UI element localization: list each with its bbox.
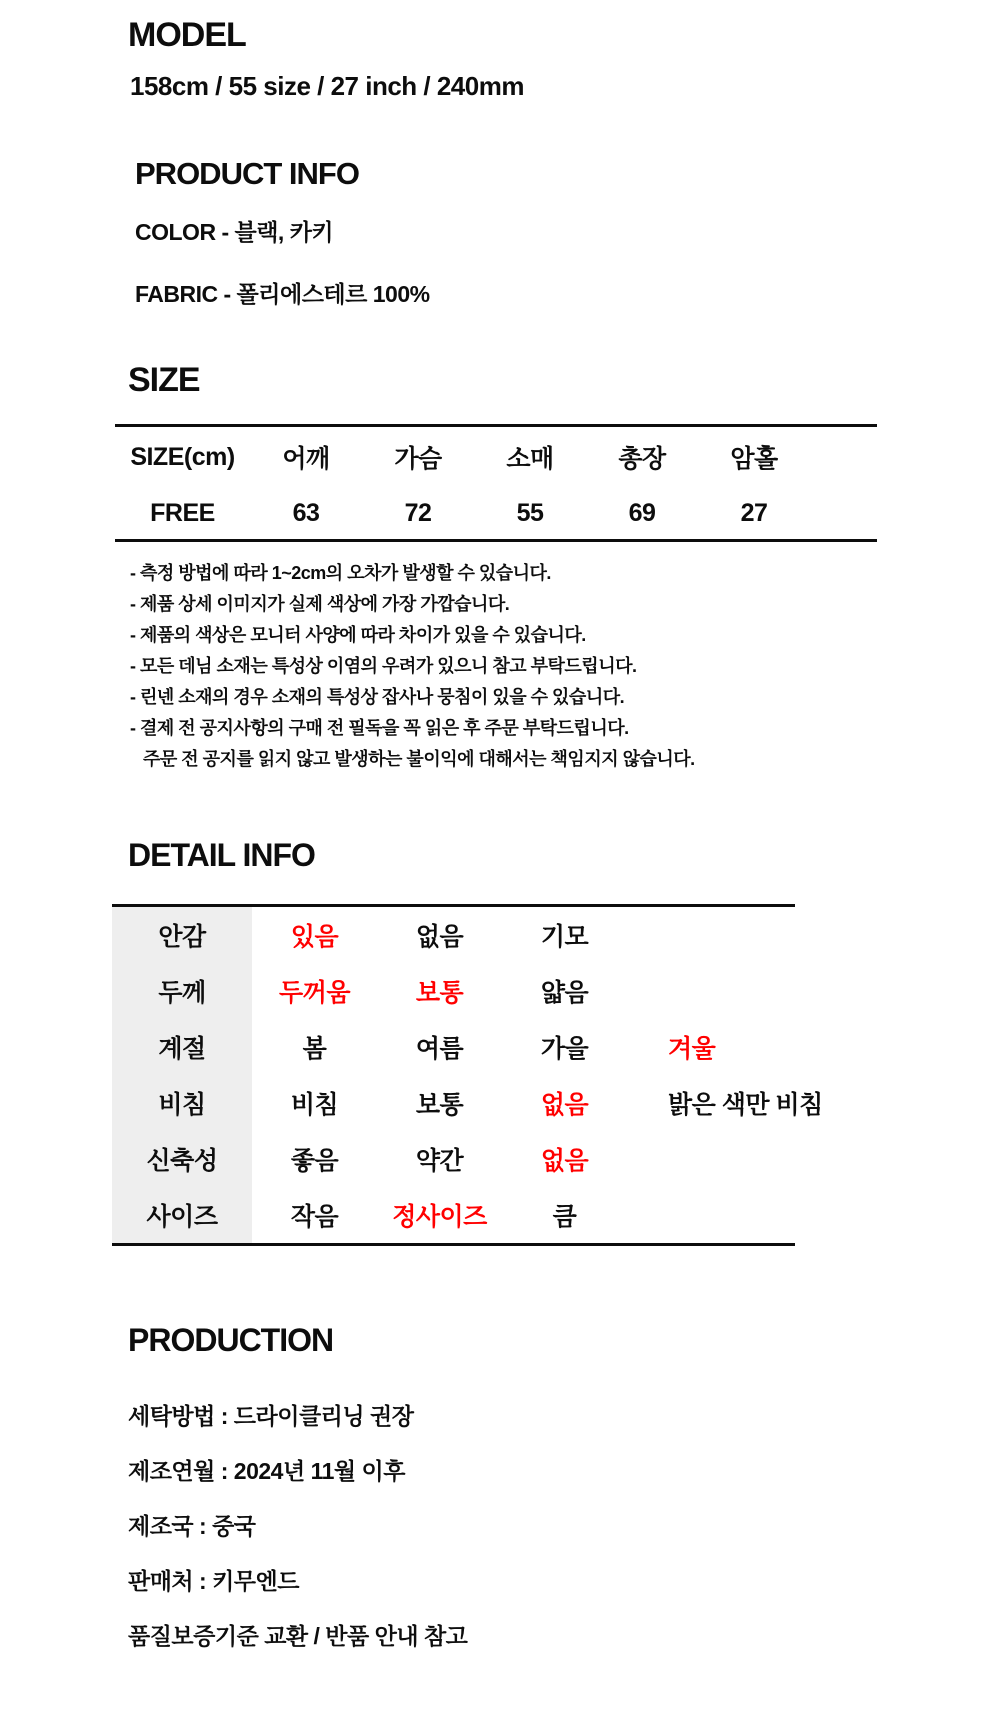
size-value: 72: [404, 498, 432, 527]
size-value: FREE: [150, 498, 215, 527]
size-table-header-row: [115, 427, 877, 487]
detail-option: 약간: [415, 1147, 464, 1175]
detail-row-label: 사이즈: [112, 1187, 252, 1243]
size-col-header: 어깨: [282, 445, 330, 473]
model-heading: MODEL: [128, 16, 246, 54]
detail-option: 정사이즈: [392, 1203, 487, 1231]
detail-option: [627, 907, 795, 963]
size-note: 주문 전 공지를 읽지 않고 발생하는 불이익에 대해서는 책임지지 않습니다.: [143, 749, 695, 769]
detail-option: 좋음: [290, 1147, 339, 1175]
size-col-header: 가슴: [394, 445, 442, 473]
detail-option: 큼: [552, 1203, 577, 1231]
production-line-wash: 세탁방법 : 드라이클리닝 권장: [128, 1403, 414, 1429]
detail-row-lining: [112, 907, 795, 963]
detail-option: 두꺼움: [279, 979, 350, 1007]
size-value: 69: [628, 498, 656, 527]
product-info-heading: PRODUCT INFO: [135, 156, 359, 191]
detail-row-label: 계절: [112, 1019, 252, 1075]
size-col-header: SIZE(cm): [130, 442, 235, 471]
detail-option: 밝은 색만 비침: [668, 1091, 823, 1119]
detail-option: [627, 963, 795, 1019]
product-color-line: COLOR - 블랙, 카키: [135, 219, 334, 245]
detail-option: 없음: [540, 1147, 589, 1175]
detail-option: 없음: [415, 923, 464, 951]
size-note: - 모든 데님 소재는 특성상 이염의 우려가 있으니 참고 부탁드립니다.: [130, 656, 637, 676]
detail-row-label: 두께: [112, 963, 252, 1019]
detail-option: [627, 1131, 795, 1187]
detail-row-label: 비침: [112, 1075, 252, 1131]
size-note: - 결제 전 공지사항의 구매 전 필독을 꼭 읽은 후 주문 부탁드립니다.: [130, 718, 629, 738]
detail-option: 가을: [540, 1035, 589, 1063]
detail-row-season: [112, 1019, 795, 1075]
detail-row-sheerness: [112, 1075, 823, 1131]
detail-row-label: 안감: [112, 907, 252, 963]
size-table-value-row: [115, 487, 877, 539]
detail-option: [627, 1187, 795, 1243]
size-col-header: 소매: [506, 445, 554, 473]
size-heading: SIZE: [128, 361, 200, 399]
detail-info-heading: DETAIL INFO: [128, 837, 315, 873]
detail-option: 보통: [415, 979, 464, 1007]
production-line-date: 제조연월 : 2024년 11월 이후: [128, 1458, 405, 1484]
detail-option: 봄: [302, 1035, 327, 1063]
production-line-warranty: 품질보증기준 교환 / 반품 안내 참고: [128, 1623, 468, 1649]
production-lines: [128, 1389, 1000, 1664]
detail-row-stretch: [112, 1131, 795, 1187]
detail-info-table: [112, 904, 823, 1246]
size-note: - 측정 방법에 따라 1~2cm의 오차가 발생할 수 있습니다.: [130, 563, 551, 583]
detail-option: 있음: [290, 923, 339, 951]
model-specs: 158cm / 55 size / 27 inch / 240mm: [130, 71, 524, 101]
detail-option: 작음: [290, 1203, 339, 1231]
size-col-header: 암홀: [730, 445, 778, 473]
size-value: 55: [516, 498, 544, 527]
size-col-header: 총장: [618, 445, 666, 473]
size-note: - 제품의 색상은 모니터 사양에 따라 차이가 있을 수 있습니다.: [130, 625, 586, 645]
detail-row-thickness: [112, 963, 795, 1019]
product-fabric-line: FABRIC - 폴리에스테르 100%: [135, 281, 430, 307]
production-heading: PRODUCTION: [128, 1322, 334, 1358]
size-value: 27: [740, 498, 768, 527]
detail-row-fit: [112, 1187, 795, 1243]
production-line-seller: 판매처 : 키무엔드: [128, 1568, 299, 1594]
detail-option: 비침: [290, 1091, 339, 1119]
detail-option: 겨울: [668, 1035, 716, 1063]
detail-option: 없음: [540, 1091, 589, 1119]
size-table: [115, 424, 877, 542]
detail-option: 얇음: [540, 979, 589, 1007]
detail-option: 여름: [415, 1035, 464, 1063]
size-note: - 제품 상세 이미지가 실제 색상에 가장 가깝습니다.: [130, 594, 510, 614]
detail-row-label: 신축성: [112, 1131, 252, 1187]
production-line-country: 제조국 : 중국: [128, 1513, 256, 1539]
size-notes: [130, 558, 1000, 775]
size-note: - 린넨 소재의 경우 소재의 특성상 잡사나 뭉침이 있을 수 있습니다.: [130, 687, 625, 707]
detail-option: 보통: [415, 1091, 464, 1119]
detail-option: 기모: [540, 923, 589, 951]
size-value: 63: [292, 498, 320, 527]
